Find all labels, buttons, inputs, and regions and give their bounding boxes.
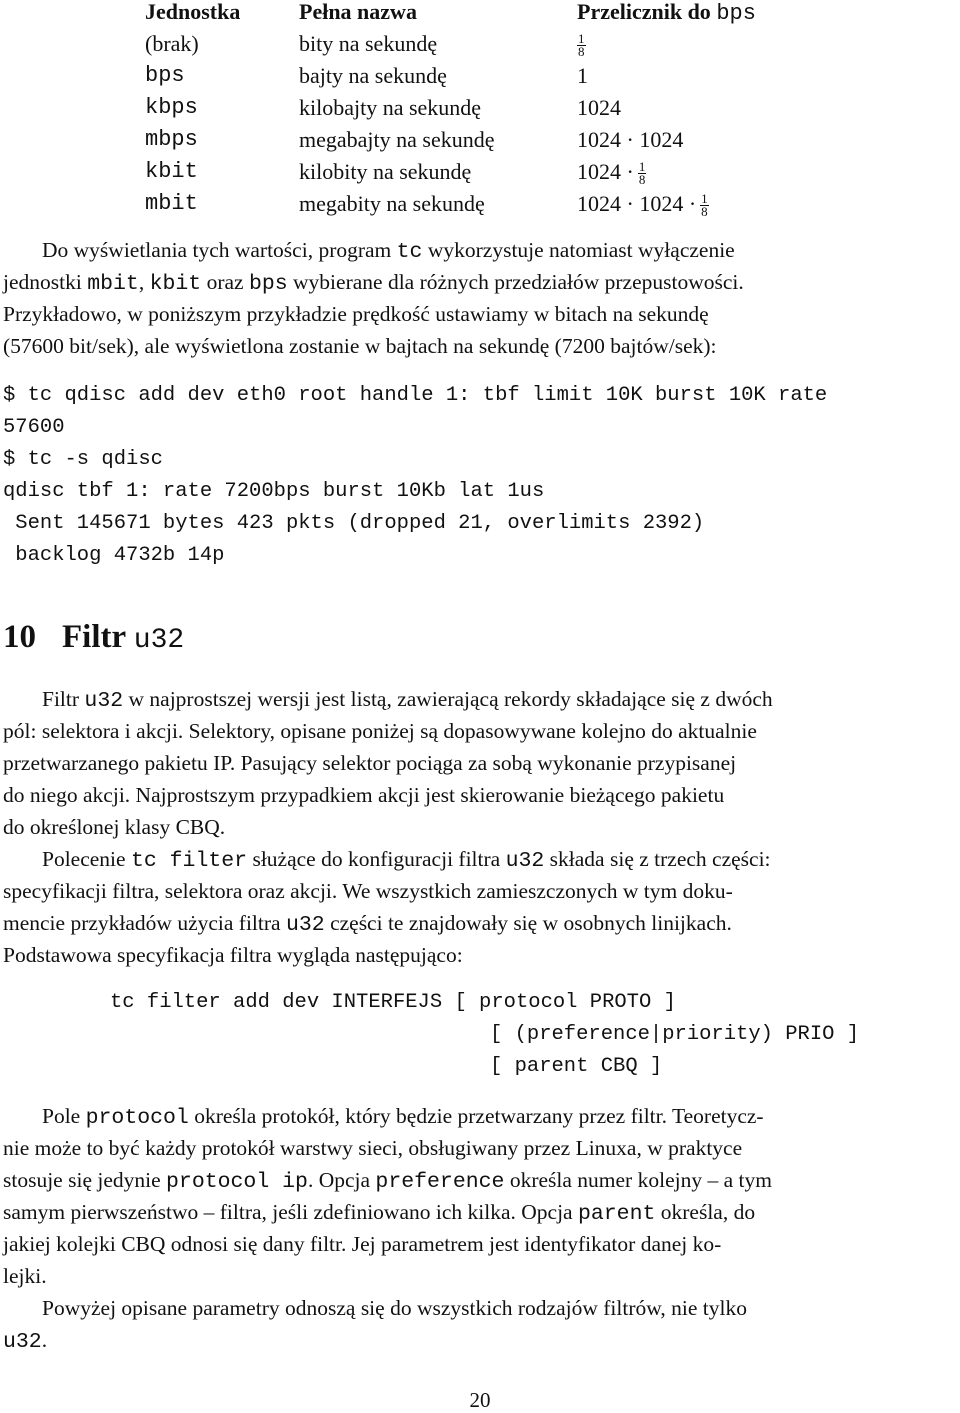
text-line: Filtr u32 w najprostszej wersji jest listą, zawierającą rekordy składające się z dwóch: [42, 687, 773, 713]
text-line: przetwarzanego pakietu IP. Pasujący selektor pociąga za sobą wykonanie przypisanej: [3, 751, 737, 775]
section-title-code: u32: [133, 625, 185, 656]
section-title: Filtr: [62, 619, 126, 655]
cell-fullname: bity na sekundę: [299, 31, 438, 56]
text-line: Podstawowa specyfikacja filtra wygląda następująco:: [3, 943, 463, 967]
cell-unit: mbit: [145, 191, 198, 216]
text-line: stosuje się jedynie protocol ip. Opcja preference określa numer kolejny – a tym: [3, 1168, 772, 1194]
cell-conversion: 1024 · 1024 · $\frac{1}{8}$: [577, 191, 708, 220]
cell-fullname: megabity na sekundę: [299, 191, 485, 216]
code-line: $ tc qdisc add dev eth0 root handle 1: tbf limit 10K burst 10K rate: [3, 384, 828, 407]
fraction: $\frac{1}{8}$: [638, 159, 646, 188]
text-line: Powyżej opisane parametry odnoszą się do wszystkich rodzajów filtrów, nie tylko: [42, 1296, 747, 1320]
cell-conversion: 1024 · 1024: [577, 127, 684, 152]
cell-unit: (brak): [145, 31, 199, 56]
cell-fullname: kilobajty na sekundę: [299, 95, 482, 120]
section-number: 10: [3, 619, 36, 655]
cell-fullname: kilobity na sekundę: [299, 159, 472, 184]
cell-conversion: 1: [577, 63, 588, 88]
cell-unit: mbps: [145, 127, 198, 152]
cell-unit: bps: [145, 63, 185, 88]
text-line: Do wyświetlania tych wartości, program tc wykorzystuje natomiast wyłączenie: [42, 238, 735, 264]
page-number: 20: [469, 1388, 491, 1412]
cell-unit: kbps: [145, 95, 198, 120]
text-line: specyfikacji filtra, selektora oraz akcji. We wszystkich zamieszczonych w tym doku-: [3, 879, 733, 903]
cell-unit: kbit: [145, 159, 198, 184]
text-line: Pole protocol określa protokół, który będzie przetwarzany przez filtr. Teoretycz-: [42, 1104, 764, 1130]
code-line: backlog 4732b 14p: [3, 544, 225, 567]
code-line: [ parent CBQ ]: [490, 1055, 663, 1078]
text-line: pól: selektora i akcji. Selektory, opisane poniżej są dopasowywane kolejno do aktualnie: [3, 719, 757, 743]
header-fullname: Pełna nazwa: [299, 0, 417, 24]
header-unit: Jednostka: [145, 0, 241, 24]
text-line: do określonej klasy CBQ.: [3, 815, 226, 839]
text-line: Polecenie tc filter służące do konfiguracji filtra u32 składa się z trzech części:: [42, 847, 771, 873]
cell-conversion: [577, 28, 586, 60]
text-line: samym pierwszeństwo – filtra, jeśli zdefiniowano ich kilka. Opcja parent określa, do: [3, 1200, 756, 1226]
fraction: $\frac{1}{8}$: [578, 31, 585, 60]
header-conversion: Przelicznik do bps: [577, 0, 756, 26]
cell-fullname: bajty na sekundę: [299, 63, 447, 88]
text-line: nie może to być każdy protokół warstwy sieci, obsługiwany przez Linuxa, w praktyce: [3, 1136, 743, 1160]
code-line: tc filter add dev INTERFEJS [ protocol PROTO ]: [110, 991, 676, 1014]
text-line: lejki.: [3, 1264, 47, 1288]
text-line: jakiej kolejki CBQ odnosi się dany filtr. Jej parametrem jest identyfikator danej ko-: [3, 1232, 722, 1256]
cell-fullname: megabajty na sekundę: [299, 127, 495, 152]
code-line: [ (preference|priority) PRIO ]: [490, 1023, 860, 1046]
cell-conversion: 1024 · $\frac{1}{8}$: [577, 159, 646, 188]
text-line: (57600 bit/sek), ale wyświetlona zostanie w bajtach na sekundę (7200 bajtów/sek):: [3, 334, 717, 358]
text-line: do niego akcji. Najprostszym przypadkiem akcji jest skierowanie bieżącego pakietu: [3, 783, 725, 807]
code-line: $ tc -s qdisc: [3, 448, 163, 471]
text-line: jednostki mbit, kbit oraz bps wybierane dla różnych przedziałów przepustowości.: [3, 270, 744, 296]
text-line: u32.: [3, 1328, 48, 1354]
fraction: $\frac{1}{8}$: [701, 191, 708, 220]
code-line: 57600: [3, 416, 65, 439]
section-heading: [3, 617, 184, 661]
code-line: Sent 145671 bytes 423 pkts (dropped 21, overlimits 2392): [3, 512, 705, 535]
cell-conversion: 1024: [577, 95, 621, 120]
text-line: Przykładowo, w poniższym przykładzie prędkość ustawiamy w bitach na sekundę: [3, 302, 709, 326]
code-line: qdisc tbf 1: rate 7200bps burst 10Kb lat 1us: [3, 480, 545, 503]
text-line: mencie przykładów użycia filtra u32 części te znajdowały się w osobnych linijkach.: [3, 911, 732, 937]
